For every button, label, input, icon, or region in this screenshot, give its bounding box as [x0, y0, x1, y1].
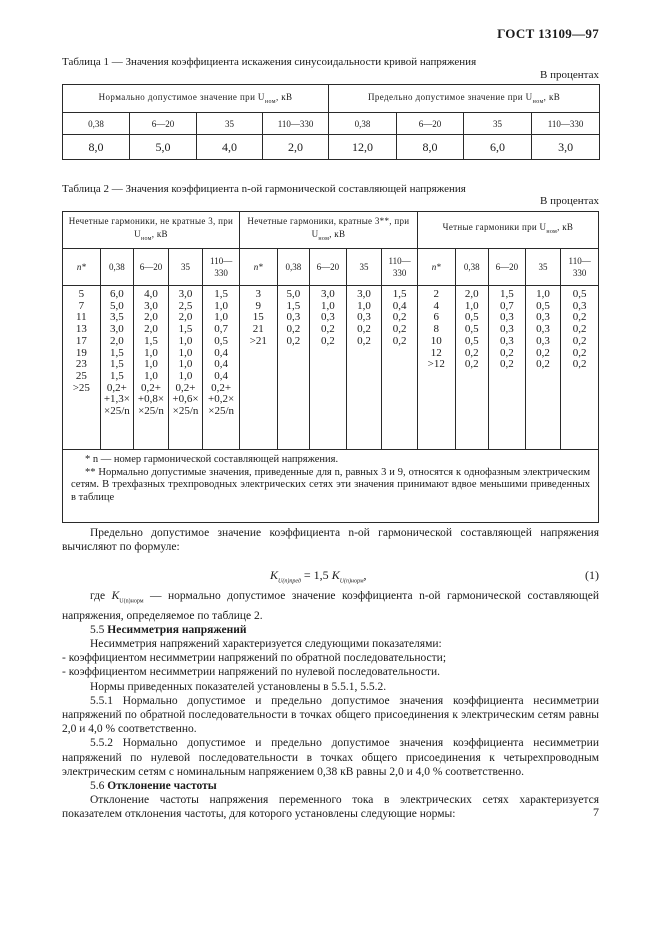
table1-value: 5,0: [130, 135, 197, 160]
table1-group-normal: Нормально допустимое значение при $U_{ном}$, кВ: [63, 85, 329, 113]
section-5-6-heading: 5.6 Отклонение частоты: [90, 779, 217, 792]
table1-voltage: 6—20: [130, 113, 197, 135]
table1-value: 4,0: [197, 135, 263, 160]
table2-subheader: n*: [63, 249, 101, 286]
page-number: 7: [593, 805, 599, 819]
formula-1: $K_{U(n)пред} = 1,5$ $K_{U(n)норм}$,: [270, 568, 367, 585]
table2-group-even: Четные гармоники при $U_{ном}$, кВ: [417, 212, 598, 249]
table1-value: 3,0: [532, 135, 600, 160]
table2: [62, 211, 599, 523]
table1-voltage: 0,38: [63, 113, 130, 135]
table1-voltage: 110—330: [532, 113, 600, 135]
table2-col-even-35: 1,0 0,5 0,3 0,3 0,3 0,2 0,2: [525, 286, 561, 450]
list-item: - коэффициентом несимметрии напряжений по нулевой последовательности.: [62, 666, 440, 679]
table2-col-odd-non3-35: 3,0 2,5 2,0 1,5 1,0 1,0 1,0 1,0 0,2+ +0,6× ×25/n: [168, 286, 203, 450]
table1-voltage: 6—20: [397, 113, 464, 135]
paragraph-frequency: Отклонение частоты напряжения переменного тока в электрических сетях характеризуется показателем отклонения частоты, для которого установлены следующие нормы:: [62, 794, 599, 821]
table2-subheader: 110—330: [382, 249, 418, 286]
table1-group-limit: Предельно допустимое значение при $U_{ном}$, кВ: [329, 85, 600, 113]
table2-subheader: 0,38: [277, 249, 310, 286]
paragraph-5-5-2: 5.5.2 Нормально допустимое и предельно допустимое значения коэффициента несимметрии напряжений по нулевой последовательности в точках общего присоединения к четырехпроводным электрическим сетям с номинальным напряжением 0,38 кВ равны 2,0 и 4,0 % соответственно.: [62, 737, 599, 778]
table1-value: 8,0: [397, 135, 464, 160]
table2-subheader: 35: [525, 249, 561, 286]
table2-col-odd-3-620: 3,0 1,0 0,3 0,2 0,2: [310, 286, 347, 450]
table1-value: 6,0: [464, 135, 532, 160]
table2-caption: Таблица 2 — Значения коэффициента n-ой гармонической составляющей напряжения: [62, 183, 466, 195]
table2-subheader: 110—330: [561, 249, 599, 286]
table2-group-odd-3: Нечетные гармоники, кратные 3**, при $U_{ном}$, кВ: [239, 212, 417, 249]
table2-subheader: n*: [239, 249, 277, 286]
table2-subheader: 35: [168, 249, 203, 286]
table1-value: 8,0: [63, 135, 130, 160]
table1-voltage: 35: [197, 113, 263, 135]
table2-subheader: 0,38: [100, 249, 134, 286]
table2-notes: [63, 450, 599, 523]
paragraph-5-5-1: 5.5.1 Нормально допустимое и предельно допустимое значения коэффициента несимметрии напряжений по обратной последовательности в точках общего присоединения к электрическим сетям равны 2,0 и 4,0 % соответственно.: [62, 694, 599, 736]
table2-units: В процентах: [540, 195, 599, 207]
table2-col-odd-non3-038: 6,0 5,0 3,5 3,0 2,0 1,5 1,5 1,5 0,2+ +1,3× ×25/n: [100, 286, 134, 450]
table1-value: 12,0: [329, 135, 397, 160]
table2-col-odd-non3-620: 4,0 3,0 2,0 2,0 1,5 1,0 1,0 1,0 0,2+ +0,8× ×25/n: [134, 286, 169, 450]
formula-number: (1): [585, 568, 599, 582]
paragraph-where: где $K_{U(n)норм}$ — нормально допустимое значение коэффициента n-ой гармонической составляющей напряжения, определяемое по таблице 2.: [62, 590, 599, 622]
table2-col-odd-3-35: 3,0 1,0 0,3 0,2 0,2: [346, 286, 382, 450]
table1-value: 2,0: [263, 135, 329, 160]
paragraph-limit-formula-intro: Предельно допустимое значение коэффициента n-ой гармонической составляющей напряжения вычисляют по формуле:: [62, 527, 599, 554]
table2-col-even-038: 2,0 1,0 0,5 0,5 0,5 0,2 0,2: [455, 286, 489, 450]
list-item: - коэффициентом несимметрии напряжений по обратной последовательности;: [62, 652, 447, 665]
table2-col-even-620: 1,5 0,7 0,3 0,3 0,3 0,2 0,2: [489, 286, 526, 450]
table2-col-odd-non3-110: 1,5 1,0 1,0 0,7 0,5 0,4 0,4 0,4 0,2+ +0,2× ×25/n: [203, 286, 240, 450]
table2-col-n-odd-non3: 5 7 11 13 17 19 23 25 >25: [63, 286, 101, 450]
document-header: ГОСТ 13109—97: [497, 26, 599, 41]
table2-col-n-odd-3: 3 9 15 21 >21: [239, 286, 277, 450]
table1-voltage: 35: [464, 113, 532, 135]
table1-voltage: 110—330: [263, 113, 329, 135]
table2-col-odd-3-110: 1,5 0,4 0,2 0,2 0,2: [382, 286, 418, 450]
table2-subheader: 35: [346, 249, 382, 286]
paragraph-norms: Нормы приведенных показателей установлены в 5.5.1, 5.5.2.: [90, 680, 387, 693]
table1-voltage: 0,38: [329, 113, 397, 135]
body-section: [62, 589, 599, 822]
table2-subheader: 0,38: [455, 249, 489, 286]
paragraph-asymmetry: Несимметрия напряжений характеризуется следующими показателями:: [90, 637, 442, 650]
table2-subheader: 6—20: [489, 249, 526, 286]
section-5-5-heading: 5.5 Несимметрия напряжений: [90, 623, 247, 636]
table1-units: В процентах: [540, 69, 599, 81]
table2-note-2: ** Нормально допустимые значения, приведенные для n, равных 3 и 9, относятся к однофазным электрическим сетям. В трехфазных трехпроводных электрических сетях эти значения принимают вдвое меньшими приведенных в таблице: [71, 466, 590, 503]
table2-col-odd-3-038: 5,0 1,5 0,3 0,2 0,2: [277, 286, 310, 450]
table2-subheader: 6—20: [134, 249, 169, 286]
table1: [62, 84, 600, 160]
table1-caption: Таблица 1 — Значения коэффициента искажения синусоидальности кривой напряжения: [62, 56, 477, 68]
table2-subheader: 110—330: [203, 249, 240, 286]
table2-note-1: * n — номер гармонической составляющей напряжения.: [85, 454, 339, 465]
table2-col-n-even: 2 4 6 8 10 12 >12: [417, 286, 455, 450]
table2-group-odd-non3: Нечетные гармоники, не кратные 3, при $U_{ном}$, кВ: [63, 212, 240, 249]
table2-col-even-110: 0,5 0,3 0,2 0,2 0,2 0,2 0,2: [561, 286, 599, 450]
table2-subheader: n*: [417, 249, 455, 286]
table2-subheader: 6—20: [310, 249, 347, 286]
